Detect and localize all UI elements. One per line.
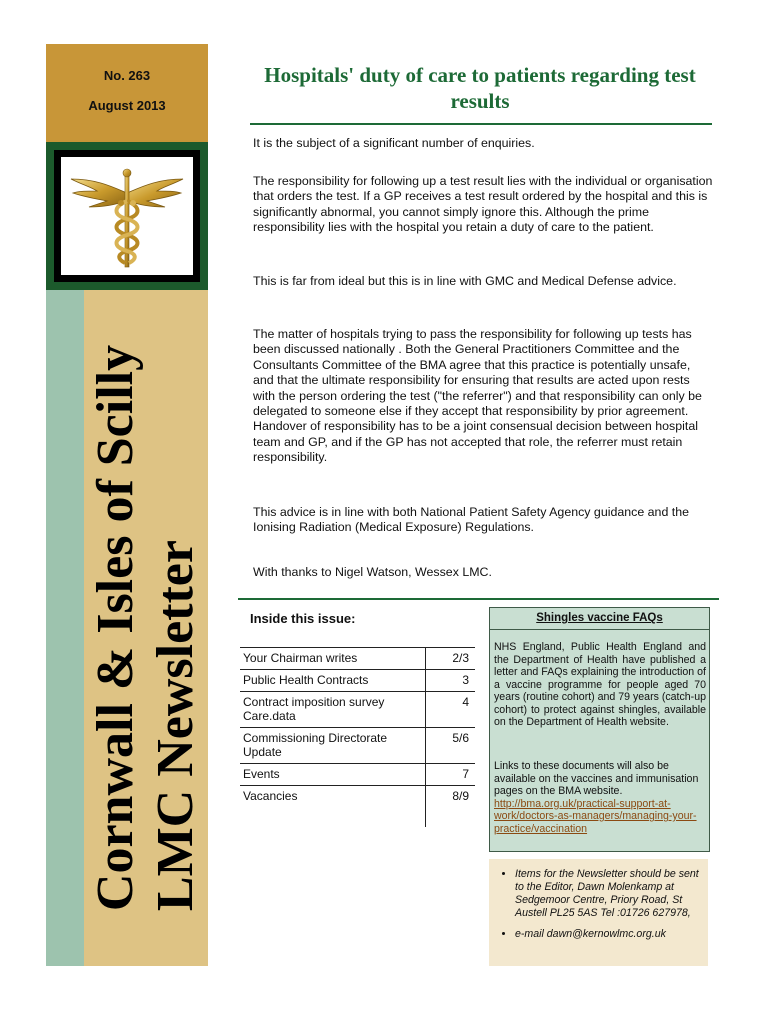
- newsletter-title: Cornwall & Isles of Scilly LMC Newsletter: [87, 344, 204, 912]
- contents-item-title: Your Chairman writes: [240, 648, 426, 670]
- contents-row[interactable]: [240, 764, 475, 786]
- logo-frame: [46, 142, 208, 290]
- contents-item-page: 3: [426, 670, 476, 692]
- divider: [250, 123, 712, 125]
- contents-item-page: 5/6: [426, 728, 476, 764]
- contact-item: • Items for the Newsletter should be sent to the Editor, Dawn Molenkamp at Sedgemoor Centre, Priory Road, St Austell PL25 5AS Tel :01726 627978,: [515, 868, 705, 920]
- article-paragraph: It is the subject of a significant number of enquiries.: [253, 136, 535, 150]
- inside-issue-title: Inside this issue:: [250, 611, 356, 626]
- contents-row[interactable]: [240, 786, 475, 828]
- contents-item-page: 7: [426, 764, 476, 786]
- issue-number: No. 263: [103, 68, 151, 83]
- issue-date: August 2013: [88, 98, 166, 113]
- shingles-links: [494, 760, 706, 835]
- contents-item-page: 8/9: [426, 786, 476, 828]
- article-paragraph: The responsibility for following up a test result lies with the individual or organisation that orders the test. If a GP receives a test result ordered by the hospital and this is significantly abnormal, you cannot simply ignore this. Although the prime responsibility lies with the hospital you retain a duty of care to the patient.: [253, 174, 713, 235]
- contents-table: [240, 647, 475, 827]
- contents-item-title: Vacancies: [240, 786, 426, 828]
- article-headline: Hospitals' duty of care to patients regarding test results: [264, 63, 696, 113]
- shingles-body: NHS England, Public Health England and the Department of Health have published a letter and FAQs explaining the introduction of a vaccine programme for people aged 70 years (routine cohort) and 79 years (catch-up cohort) to protect against shingles, available on the Department of Health website.: [494, 641, 706, 728]
- contents-item-title: Public Health Contracts: [240, 670, 426, 692]
- contents-row[interactable]: [240, 670, 475, 692]
- divider: [238, 598, 719, 600]
- contents-item-title: Events: [240, 764, 426, 786]
- shingles-title: Shingles vaccine FAQs: [536, 612, 663, 624]
- contents-item-page: 4: [426, 692, 476, 728]
- side-band-teal: [46, 290, 84, 966]
- caduceus-icon: [61, 157, 193, 275]
- side-band-tan: [84, 290, 208, 966]
- article-paragraph: This advice is in line with both National Patient Safety Agency guidance and the Ionising Radiation (Medical Exposure) Regulations.: [253, 505, 690, 535]
- divider: [490, 629, 709, 630]
- vaccination-link[interactable]: http://bma.org.uk/practical-support-at-work/doctors-as-managers/managing-your-practice/vaccination: [494, 797, 697, 835]
- contents-row[interactable]: [240, 728, 475, 764]
- contents-row[interactable]: [240, 648, 475, 670]
- shingles-links-text: Links to these documents will also be available on the vaccines and immunisation pages on the BMA website.: [494, 760, 699, 797]
- contents-item-page: 2/3: [426, 648, 476, 670]
- contact-email[interactable]: • e-mail dawn@kernowlmc.org.uk: [515, 928, 705, 941]
- contents-item-title: Contract imposition survey Care.data: [240, 692, 426, 728]
- contact-box: [489, 859, 708, 966]
- article-paragraph: The matter of hospitals trying to pass the responsibility for following up tests has been discussed nationally . Both the General Practitioners Committee and the Consultants Committee of the BMA agree that this practice is potentially unsafe, and that the ultimate responsibility for ensuring that results are acted upon rests with the person ordering the test ("the referrer") and that responsibility can only be delegated to someone else if they accept that responsibility by prior agreement. Handover of responsibility has to be a joint consensual decision between hospital team and GP, and if the GP has not accepted that role, the referrer must retain responsibility.: [253, 327, 702, 465]
- contents-row[interactable]: [240, 692, 475, 728]
- shingles-faq-box: [489, 607, 710, 852]
- contents-item-title: Commissioning Directorate Update: [240, 728, 426, 764]
- issue-box: [46, 44, 208, 142]
- article-paragraph: This is far from ideal but this is in line with GMC and Medical Defense advice.: [253, 274, 677, 288]
- article-paragraph: With thanks to Nigel Watson, Wessex LMC.: [253, 565, 492, 579]
